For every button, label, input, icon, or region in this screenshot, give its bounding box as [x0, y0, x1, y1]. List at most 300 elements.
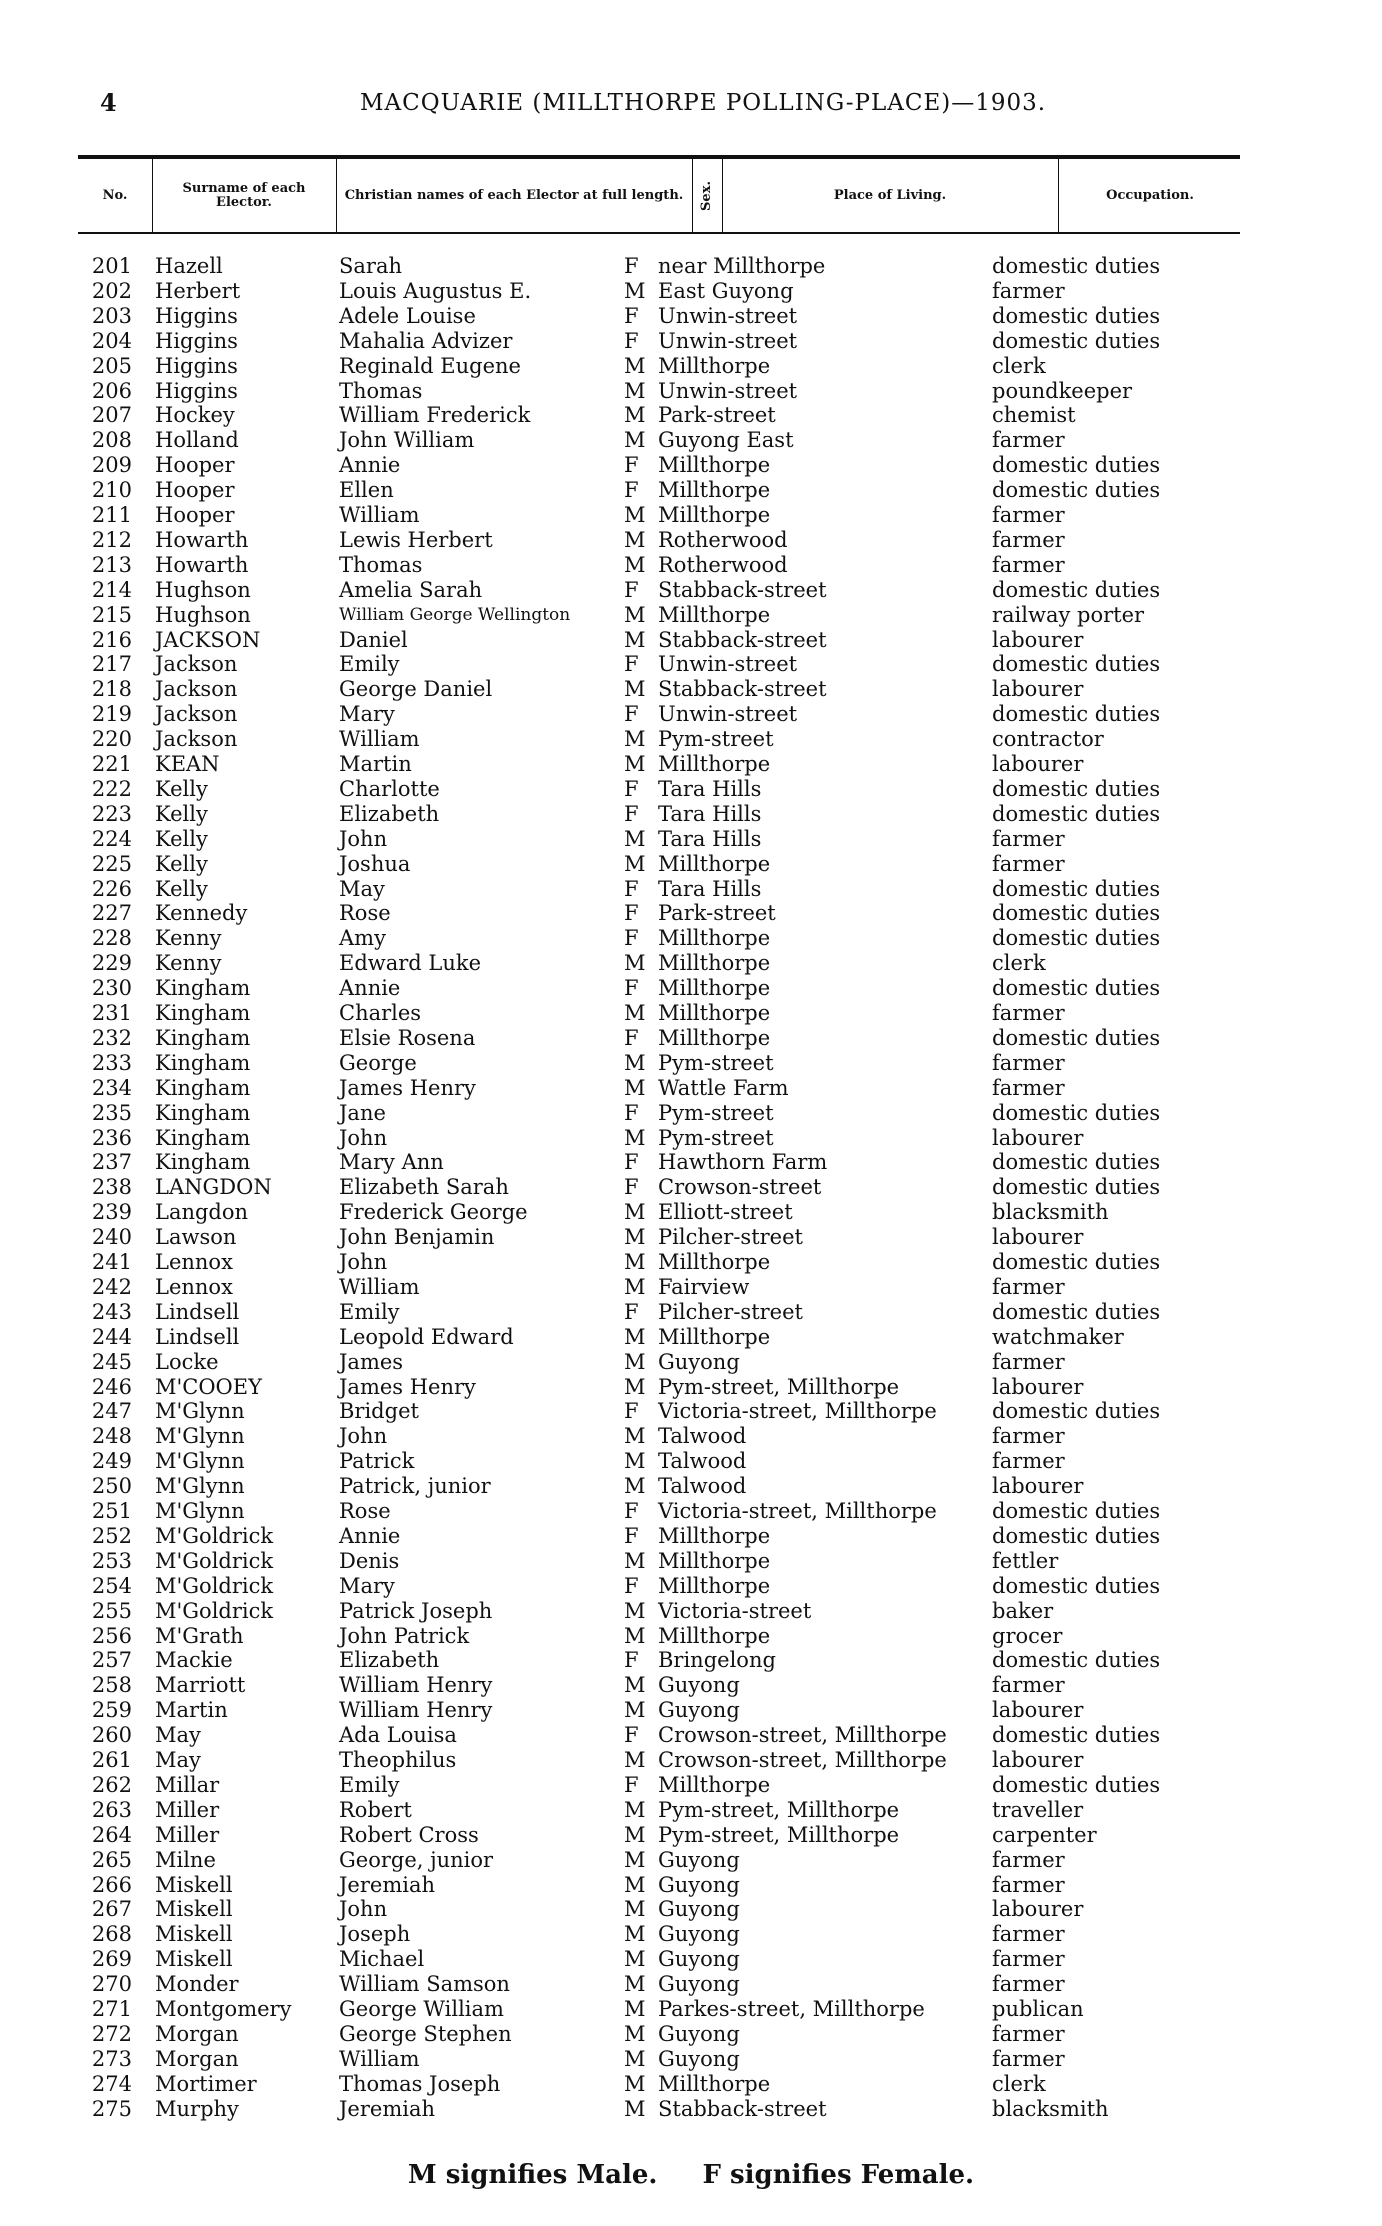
elector-surname: Kingham	[155, 1125, 251, 1150]
elector-sex: M	[624, 1225, 646, 1250]
elector-surname: Hughson	[155, 577, 251, 602]
elector-number: 228	[91, 926, 132, 951]
table-row	[0, 1424, 1382, 1449]
table-row	[0, 1300, 1382, 1325]
elector-christian-names: Thomas Joseph	[339, 2071, 501, 2096]
elector-occupation: labourer	[992, 1698, 1084, 1723]
elector-number: 229	[91, 951, 132, 976]
elector-sex: F	[624, 1648, 639, 1673]
elector-place-of-living: Pym-street, Millthorpe	[658, 1797, 900, 1822]
table-row	[0, 1997, 1382, 2022]
elector-place-of-living: Guyong	[658, 1872, 740, 1897]
elector-place-of-living: Pym-street	[658, 1125, 774, 1150]
header-occupation: Occupation.	[1106, 187, 1194, 203]
elector-place-of-living: Millthorpe	[658, 1001, 771, 1025]
elector-christian-names: Thomas	[339, 552, 423, 577]
elector-christian-names: William	[339, 2046, 420, 2071]
elector-number: 247	[91, 1399, 132, 1424]
elector-surname: M'Goldrick	[155, 1548, 274, 1573]
elector-sex: F	[624, 1150, 639, 1175]
elector-christian-names: Frederick George	[339, 1200, 528, 1225]
elector-occupation: farmer	[992, 1001, 1065, 1025]
elector-surname: Higgins	[155, 353, 238, 378]
elector-place-of-living: Bringelong	[658, 1648, 776, 1673]
elector-sex: M	[624, 1349, 646, 1374]
table-row	[0, 428, 1382, 453]
elector-number: 202	[91, 278, 132, 303]
elector-surname: Howarth	[155, 527, 249, 552]
header-surname: Surname of each Elector.	[182, 180, 306, 210]
elector-number: 252	[91, 1523, 132, 1548]
elector-place-of-living: Pilcher-street	[658, 1225, 803, 1250]
elector-sex: M	[624, 1374, 646, 1399]
elector-occupation: farmer	[992, 2021, 1065, 2046]
elector-surname: Kingham	[155, 1050, 251, 1075]
elector-sex: M	[624, 1001, 646, 1025]
footer-legend	[0, 2160, 1382, 2190]
elector-surname: May	[155, 1748, 201, 1772]
elector-surname: Monder	[155, 1972, 239, 1997]
table-row	[0, 702, 1382, 727]
elector-christian-names: George Stephen	[339, 2021, 512, 2046]
elector-place-of-living: Tara Hills	[658, 876, 762, 901]
elector-occupation: domestic duties	[992, 1299, 1161, 1324]
elector-surname: Higgins	[155, 378, 238, 403]
elector-surname: Hooper	[155, 478, 235, 503]
elector-number: 264	[91, 1822, 132, 1847]
elector-sex: M	[624, 378, 646, 403]
elector-place-of-living: Millthorpe	[658, 1623, 771, 1648]
elector-occupation: domestic duties	[992, 652, 1161, 677]
elector-number: 271	[91, 1997, 132, 2021]
elector-christian-names: Rose	[339, 901, 391, 926]
table-row	[0, 926, 1382, 951]
elector-surname: Montgomery	[155, 1997, 292, 2021]
elector-sex: F	[624, 1499, 639, 1523]
elector-place-of-living: Guyong	[658, 1972, 740, 1997]
elector-christian-names: William Henry	[339, 1698, 493, 1723]
elector-occupation: publican	[992, 1997, 1084, 2021]
elector-surname: Lennox	[155, 1250, 233, 1274]
elector-sex: M	[624, 627, 646, 652]
elector-sex: M	[624, 677, 646, 702]
elector-sex: F	[624, 1299, 639, 1324]
elector-sex: M	[624, 1050, 646, 1075]
elector-number: 261	[91, 1748, 132, 1772]
elector-occupation: traveller	[992, 1797, 1084, 1822]
elector-place-of-living: Millthorpe	[658, 1772, 771, 1797]
elector-place-of-living: Millthorpe	[658, 976, 771, 1001]
elector-occupation: domestic duties	[992, 1175, 1161, 1200]
table-row	[0, 1225, 1382, 1250]
table-row	[0, 2022, 1382, 2047]
elector-christian-names: Emily	[339, 1772, 400, 1797]
elector-occupation: domestic duties	[992, 801, 1161, 826]
elector-surname: Miskell	[155, 1872, 233, 1897]
elector-number: 242	[91, 1274, 132, 1299]
elector-number: 254	[91, 1573, 132, 1598]
elector-occupation: farmer	[992, 1075, 1065, 1100]
table-row	[0, 727, 1382, 752]
elector-sex: F	[624, 926, 639, 951]
table-row	[0, 1449, 1382, 1474]
elector-occupation: domestic duties	[992, 926, 1161, 951]
elector-sex: M	[624, 353, 646, 378]
elector-surname: Hooper	[155, 453, 235, 478]
table-row	[0, 1375, 1382, 1400]
elector-number: 224	[91, 826, 132, 851]
elector-number: 274	[91, 2071, 132, 2096]
elector-number: 212	[91, 527, 132, 552]
elector-place-of-living: Guyong	[658, 1897, 740, 1922]
table-row	[0, 1150, 1382, 1175]
elector-christian-names: John Patrick	[339, 1623, 470, 1648]
elector-surname: Hockey	[155, 403, 235, 428]
elector-occupation: domestic duties	[992, 1250, 1161, 1274]
table-row	[0, 1972, 1382, 1997]
elector-surname: Kelly	[155, 826, 208, 851]
elector-place-of-living: Victoria-street, Millthorpe	[658, 1399, 937, 1424]
elector-christian-names: George William	[339, 1997, 504, 2021]
elector-occupation: labourer	[992, 677, 1084, 702]
elector-occupation: domestic duties	[992, 976, 1161, 1001]
elector-occupation: domestic duties	[992, 577, 1161, 602]
elector-surname: Jackson	[155, 727, 238, 752]
elector-surname: Miller	[155, 1822, 220, 1847]
table-row	[0, 628, 1382, 653]
elector-place-of-living: Hawthorn Farm	[658, 1150, 828, 1175]
elector-surname: Herbert	[155, 278, 241, 303]
elector-sex: M	[624, 403, 646, 428]
elector-sex: M	[624, 2021, 646, 2046]
elector-surname: Jackson	[155, 652, 238, 677]
elector-surname: M'Glynn	[155, 1424, 245, 1449]
table-row	[0, 802, 1382, 827]
elector-number: 267	[91, 1897, 132, 1922]
elector-number: 250	[91, 1474, 132, 1499]
elector-christian-names: Mahalia Advizer	[339, 328, 513, 353]
table-row	[0, 1549, 1382, 1574]
elector-place-of-living: Guyong	[658, 1673, 740, 1698]
elector-sex: F	[624, 1100, 639, 1125]
table-row	[0, 976, 1382, 1001]
elector-occupation: farmer	[992, 1673, 1065, 1698]
table-row	[0, 478, 1382, 503]
elector-sex: M	[624, 826, 646, 851]
elector-number: 232	[91, 1025, 132, 1050]
elector-place-of-living: Stabback-street	[658, 2096, 827, 2121]
elector-sex: F	[624, 1772, 639, 1797]
elector-number: 225	[91, 851, 132, 876]
elector-place-of-living: Millthorpe	[658, 478, 771, 503]
header-place: Place of Living.	[833, 187, 947, 203]
elector-occupation: labourer	[992, 1897, 1084, 1922]
elector-surname: Jackson	[155, 702, 238, 727]
elector-sex: F	[624, 702, 639, 727]
elector-sex: M	[624, 2071, 646, 2096]
elector-place-of-living: Pym-street	[658, 1100, 774, 1125]
elector-christian-names: George Daniel	[339, 677, 493, 702]
elector-occupation: farmer	[992, 2046, 1065, 2071]
table-row	[0, 354, 1382, 379]
elector-number: 239	[91, 1200, 132, 1225]
elector-number: 262	[91, 1772, 132, 1797]
elector-christian-names: George	[339, 1050, 417, 1075]
elector-number: 227	[91, 901, 132, 926]
elector-christian-names: Adele Louise	[339, 303, 476, 328]
elector-number: 243	[91, 1299, 132, 1324]
elector-surname: Locke	[155, 1349, 219, 1374]
elector-occupation: farmer	[992, 527, 1065, 552]
elector-place-of-living: Crowson-street, Millthorpe	[658, 1748, 947, 1772]
table-row	[0, 1574, 1382, 1599]
elector-number: 265	[91, 1847, 132, 1872]
elector-number: 253	[91, 1548, 132, 1573]
elector-occupation: domestic duties	[992, 1772, 1161, 1797]
elector-place-of-living: Wattle Farm	[658, 1075, 789, 1100]
elector-occupation: domestic duties	[992, 453, 1161, 478]
elector-christian-names: John William	[339, 428, 475, 453]
elector-number: 272	[91, 2021, 132, 2046]
elector-number: 220	[91, 727, 132, 752]
elector-surname: Murphy	[155, 2096, 239, 2121]
elector-sex: M	[624, 278, 646, 303]
header-divider	[1058, 159, 1059, 232]
elector-sex: M	[624, 1972, 646, 1997]
elector-sex: M	[624, 552, 646, 577]
elector-occupation: farmer	[992, 1050, 1065, 1075]
elector-christian-names: Patrick	[339, 1449, 415, 1474]
elector-surname: Kingham	[155, 976, 251, 1001]
elector-christian-names: Robert	[339, 1797, 412, 1822]
elector-surname: Mortimer	[155, 2071, 257, 2096]
table-header	[78, 155, 1240, 234]
table-row	[0, 1723, 1382, 1748]
elector-number: 230	[91, 976, 132, 1001]
elector-christian-names: Annie	[339, 976, 401, 1001]
elector-number: 231	[91, 1001, 132, 1025]
elector-occupation: farmer	[992, 1449, 1065, 1474]
elector-surname: M'Goldrick	[155, 1598, 274, 1623]
elector-surname: Mackie	[155, 1648, 233, 1673]
elector-christian-names: Elizabeth	[339, 1648, 440, 1673]
elector-number: 257	[91, 1648, 132, 1673]
elector-sex: M	[624, 527, 646, 552]
elector-christian-names: Emily	[339, 652, 400, 677]
elector-number: 248	[91, 1424, 132, 1449]
elector-surname: Kenny	[155, 926, 222, 951]
elector-place-of-living: Guyong	[658, 1847, 740, 1872]
elector-occupation: clerk	[992, 2071, 1046, 2096]
elector-christian-names: John	[339, 1897, 388, 1922]
elector-christian-names: Joshua	[339, 851, 411, 876]
elector-sex: M	[624, 851, 646, 876]
elector-christian-names: Joseph	[339, 1922, 411, 1947]
elector-sex: M	[624, 2096, 646, 2121]
elector-place-of-living: Millthorpe	[658, 602, 771, 627]
elector-sex: F	[624, 801, 639, 826]
elector-place-of-living: Millthorpe	[658, 353, 771, 378]
table-row	[0, 403, 1382, 428]
elector-place-of-living: Crowson-street	[658, 1175, 822, 1200]
elector-sex: M	[624, 1598, 646, 1623]
elector-christian-names: Thomas	[339, 378, 423, 403]
elector-number: 249	[91, 1449, 132, 1474]
elector-number: 216	[91, 627, 132, 652]
elector-surname: M'Glynn	[155, 1449, 245, 1474]
elector-number: 238	[91, 1175, 132, 1200]
elector-christian-names: James Henry	[339, 1075, 476, 1100]
elector-place-of-living: Fairview	[658, 1274, 750, 1299]
elector-number: 237	[91, 1150, 132, 1175]
elector-sex: M	[624, 752, 646, 776]
elector-christian-names: Jeremiah	[339, 1872, 435, 1897]
elector-christian-names: Patrick, junior	[339, 1474, 491, 1499]
elector-sex: M	[624, 1997, 646, 2021]
elector-place-of-living: Elliott-street	[658, 1200, 793, 1225]
elector-surname: Martin	[155, 1698, 228, 1723]
elector-number: 266	[91, 1872, 132, 1897]
elector-christian-names: Jane	[339, 1100, 386, 1125]
elector-number: 206	[91, 378, 132, 403]
elector-surname: LANGDON	[155, 1175, 272, 1200]
table-row	[0, 1126, 1382, 1151]
table-row	[0, 304, 1382, 329]
elector-occupation: domestic duties	[992, 1100, 1161, 1125]
elector-surname: M'Glynn	[155, 1474, 245, 1499]
elector-number: 236	[91, 1125, 132, 1150]
elector-occupation: farmer	[992, 1349, 1065, 1374]
elector-christian-names: Charlotte	[339, 776, 440, 801]
elector-place-of-living: Pym-street, Millthorpe	[658, 1374, 900, 1399]
elector-place-of-living: Victoria-street, Millthorpe	[658, 1499, 937, 1523]
elector-sex: F	[624, 577, 639, 602]
elector-occupation: watchmaker	[992, 1324, 1124, 1349]
elector-surname: Milne	[155, 1847, 216, 1872]
elector-sex: M	[624, 1324, 646, 1349]
elector-place-of-living: Talwood	[658, 1474, 747, 1499]
elector-surname: Morgan	[155, 2021, 239, 2046]
elector-place-of-living: Pilcher-street	[658, 1299, 803, 1324]
elector-occupation: domestic duties	[992, 1648, 1161, 1673]
elector-occupation: farmer	[992, 428, 1065, 453]
elector-number: 203	[91, 303, 132, 328]
elector-place-of-living: Millthorpe	[658, 851, 771, 876]
elector-sex: M	[624, 1947, 646, 1972]
elector-occupation: domestic duties	[992, 1025, 1161, 1050]
elector-sex: M	[624, 1748, 646, 1772]
elector-sex: M	[624, 428, 646, 453]
elector-number: 210	[91, 478, 132, 503]
elector-surname: JACKSON	[155, 627, 261, 652]
elector-sex: F	[624, 453, 639, 478]
elector-number: 234	[91, 1075, 132, 1100]
elector-sex: F	[624, 901, 639, 926]
elector-place-of-living: Crowson-street, Millthorpe	[658, 1723, 947, 1748]
elector-christian-names: Elsie Rosena	[339, 1025, 476, 1050]
elector-occupation: domestic duties	[992, 1723, 1161, 1748]
elector-place-of-living: Millthorpe	[658, 752, 771, 776]
elector-christian-names: William George Wellington	[339, 604, 571, 625]
elector-place-of-living: Millthorpe	[658, 1324, 771, 1349]
elector-sex: F	[624, 652, 639, 677]
elector-sex: M	[624, 1797, 646, 1822]
elector-surname: Hooper	[155, 503, 235, 527]
elector-sex: M	[624, 1822, 646, 1847]
elector-number: 213	[91, 552, 132, 577]
elector-surname: M'Glynn	[155, 1499, 245, 1523]
elector-surname: M'Goldrick	[155, 1523, 274, 1548]
table-row	[0, 1325, 1382, 1350]
elector-christian-names: John	[339, 1250, 388, 1274]
elector-christian-names: George, junior	[339, 1847, 494, 1872]
elector-place-of-living: Unwin-street	[658, 702, 798, 727]
elector-sex: F	[624, 1175, 639, 1200]
elector-sex: M	[624, 1125, 646, 1150]
table-row	[0, 1748, 1382, 1773]
elector-christian-names: Michael	[339, 1947, 425, 1972]
elector-occupation: farmer	[992, 1424, 1065, 1449]
elector-surname: Miller	[155, 1797, 220, 1822]
elector-christian-names: Lewis Herbert	[339, 527, 493, 552]
table-row	[0, 528, 1382, 553]
elector-number: 215	[91, 602, 132, 627]
elector-occupation: contractor	[992, 727, 1104, 752]
elector-occupation: farmer	[992, 1972, 1065, 1997]
table-row	[0, 1499, 1382, 1524]
elector-sex: F	[624, 1025, 639, 1050]
elector-occupation: poundkeeper	[992, 378, 1133, 403]
elector-number: 209	[91, 453, 132, 478]
elector-place-of-living: Millthorpe	[658, 2071, 771, 2096]
elector-surname: Marriott	[155, 1673, 246, 1698]
elector-surname: M'COOEY	[155, 1374, 262, 1399]
elector-place-of-living: Millthorpe	[658, 1523, 771, 1548]
table-row	[0, 1350, 1382, 1375]
elector-place-of-living: East Guyong	[658, 278, 794, 303]
legend-male: M signifies Male.	[407, 2160, 658, 2190]
elector-occupation: clerk	[992, 353, 1046, 378]
elector-place-of-living: Millthorpe	[658, 453, 771, 478]
elector-place-of-living: Guyong	[658, 1947, 740, 1972]
elector-occupation: domestic duties	[992, 1573, 1161, 1598]
elector-christian-names: Daniel	[339, 627, 408, 652]
table-row	[0, 329, 1382, 354]
elector-surname: Lennox	[155, 1274, 233, 1299]
table-row	[0, 1848, 1382, 1873]
elector-christian-names: Louis Augustus E.	[339, 278, 532, 303]
elector-place-of-living: Rotherwood	[658, 552, 788, 577]
elector-occupation: farmer	[992, 1274, 1065, 1299]
elector-christian-names: Theophilus	[339, 1748, 457, 1772]
elector-number: 259	[91, 1698, 132, 1723]
elector-place-of-living: Millthorpe	[658, 503, 771, 527]
elector-place-of-living: Guyong East	[658, 428, 794, 453]
elector-surname: Hughson	[155, 602, 251, 627]
table-row	[0, 827, 1382, 852]
elector-surname: Kelly	[155, 776, 208, 801]
table-row	[0, 1673, 1382, 1698]
elector-christian-names: Ada Louisa	[339, 1723, 457, 1748]
elector-christian-names: James	[339, 1349, 404, 1374]
elector-surname: Kelly	[155, 876, 208, 901]
elector-occupation: farmer	[992, 1872, 1065, 1897]
elector-number: 268	[91, 1922, 132, 1947]
elector-place-of-living: Parkes-street, Millthorpe	[658, 1997, 925, 2021]
elector-sex: M	[624, 1872, 646, 1897]
elector-christian-names: Amelia Sarah	[339, 577, 483, 602]
elector-christian-names: Mary	[339, 1573, 395, 1598]
